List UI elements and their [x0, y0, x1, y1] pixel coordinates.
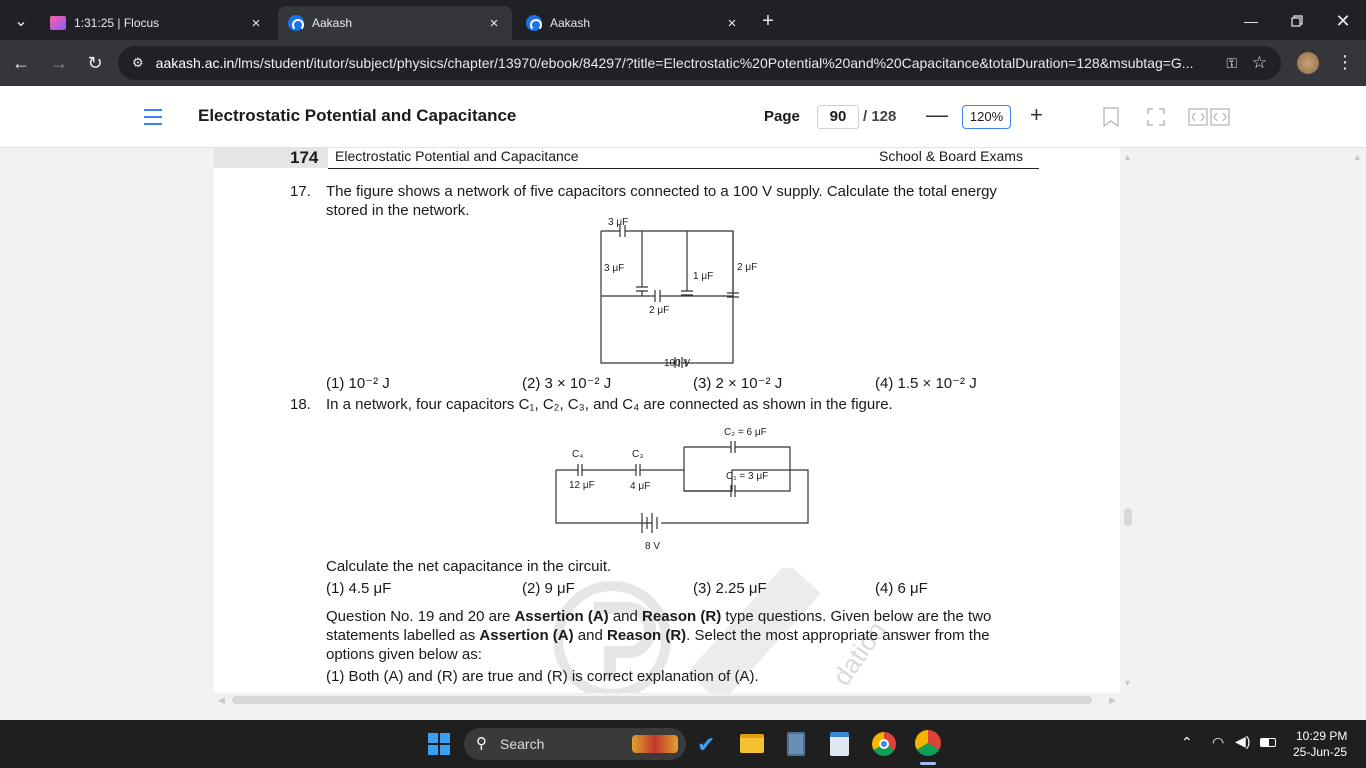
tab-close-icon[interactable]: ×: [489, 14, 499, 32]
fig17-label-1uf: 1 μF: [693, 271, 714, 282]
forward-icon[interactable]: →: [50, 52, 68, 73]
horizontal-scroll-thumb[interactable]: [232, 696, 1092, 704]
tab-aakash[interactable]: [516, 6, 750, 40]
q17-circuit-figure: [594, 218, 774, 368]
zoom-out-icon[interactable]: —: [926, 102, 948, 127]
q17-number: 17.: [290, 183, 311, 200]
tab-title: Aakash: [550, 16, 591, 30]
flocus-favicon-icon: [50, 16, 66, 30]
chrome-icon[interactable]: [872, 732, 896, 756]
outer-scroll-up-icon[interactable]: ▲: [1353, 152, 1362, 162]
header-tag: School & Board Exams: [879, 148, 1023, 164]
search-icon: ⚲: [476, 735, 487, 752]
tab-title: Aakash: [312, 16, 353, 30]
site-info-icon[interactable]: ⚙: [132, 55, 144, 70]
minimize-icon[interactable]: —: [1244, 13, 1258, 29]
tab-close-icon[interactable]: ×: [251, 14, 261, 32]
profile-avatar[interactable]: [1297, 52, 1319, 74]
zoom-level[interactable]: 120%: [962, 105, 1011, 129]
fig17-label-3uf-left: 3 μF: [604, 263, 625, 274]
q18-option-4: (4) 6 μF: [875, 580, 928, 597]
page-layout-icon[interactable]: [1188, 108, 1230, 131]
fig17-label-100v: 100 V: [664, 358, 691, 368]
fig18-label-c2: C₂ = 6 μF: [724, 427, 767, 438]
q18-option-2: (2) 9 μF: [522, 580, 575, 597]
zoom-in-icon[interactable]: +: [1030, 102, 1043, 127]
todo-app-icon[interactable]: ✔: [697, 732, 716, 757]
q18-number: 18.: [290, 396, 311, 413]
tab-aakash-active[interactable]: [278, 6, 512, 40]
chrome-profile-icon[interactable]: [915, 730, 941, 756]
aakash-favicon-icon: [526, 15, 542, 31]
page-number-input[interactable]: 90: [817, 105, 859, 129]
taskbar-search-box[interactable]: [464, 728, 686, 760]
tab-close-icon[interactable]: ×: [727, 14, 737, 32]
q17-option-3: (3) 2 × 10⁻² J: [693, 375, 783, 392]
tab-flocus[interactable]: [40, 6, 274, 40]
page-label: Page: [764, 108, 800, 125]
address-toolbar: [0, 40, 1366, 86]
watermark-text: dation: [826, 615, 892, 691]
fig18-label-c3: C₃: [632, 449, 644, 460]
aakash-favicon-icon: [288, 15, 304, 31]
inner-scroll-down-icon[interactable]: ▼: [1123, 678, 1132, 688]
q18-text-line1: In a network, four capacitors C₁, C₂, C₃, and C₄ are connected as shown in the figure.: [326, 396, 893, 413]
volume-icon[interactable]: ◀): [1235, 733, 1251, 749]
ar-intro-line1: Question No. 19 and 20 are Assertion (A) and Reason (R) type questions. Given below are the two: [326, 608, 992, 625]
windows-start-icon[interactable]: [428, 733, 450, 755]
ebook-toolbar: [0, 86, 1366, 148]
page-total: / 128: [863, 108, 897, 125]
fig18-label-12uf: 12 μF: [569, 480, 595, 491]
search-highlight-icon: [632, 735, 678, 753]
password-key-icon[interactable]: ⚿: [1226, 54, 1237, 71]
ar-intro-line3: options given below as:: [326, 646, 482, 663]
fig17-label-3uf-top: 3 μF: [608, 218, 629, 228]
tab-search-icon[interactable]: ⌄: [14, 13, 28, 30]
fig18-label-c4: C₄: [572, 449, 584, 460]
active-app-indicator: [920, 762, 936, 765]
tab-title: 1:31:25 | Flocus: [74, 16, 160, 30]
wifi-icon[interactable]: ◠: [1212, 734, 1225, 750]
file-explorer-icon[interactable]: [740, 734, 764, 753]
search-label: Search: [500, 736, 545, 752]
clock-time[interactable]: 10:29 PM: [1296, 729, 1348, 743]
reload-icon[interactable]: ↻: [87, 52, 103, 73]
q18-ask: Calculate the net capacitance in the circuit.: [326, 558, 612, 575]
back-icon[interactable]: ←: [12, 52, 30, 73]
q17-text-line1: The figure shows a network of five capacitors connected to a 100 V supply. Calculate the total energy: [326, 183, 997, 200]
q17-text-line2: stored in the network.: [326, 202, 470, 219]
scroll-right-icon[interactable]: ▶: [1109, 695, 1116, 705]
ebook-title: Electrostatic Potential and Capacitance: [198, 106, 517, 125]
q17-option-1: (1) 10⁻² J: [326, 375, 390, 392]
inner-vertical-scroll-thumb[interactable]: [1124, 508, 1132, 526]
q17-option-2: (2) 3 × 10⁻² J: [522, 375, 612, 392]
battery-icon[interactable]: [1260, 738, 1276, 747]
ar-option-1: (1) Both (A) and (R) are true and (R) is correct explanation of (A).: [326, 668, 759, 685]
header-rule: [328, 168, 1039, 169]
ar-intro-line2: statements labelled as Assertion (A) and Reason (R). Select the most appropriate answer from the: [326, 627, 990, 644]
new-tab-button[interactable]: +: [762, 9, 774, 32]
hamburger-menu-icon[interactable]: [144, 109, 162, 125]
fig18-label-c1: C₁ = 3 μF: [726, 471, 769, 482]
q18-option-1: (1) 4.5 μF: [326, 580, 392, 597]
tray-overflow-icon[interactable]: ⌃: [1181, 734, 1193, 750]
q18-option-3: (3) 2.25 μF: [693, 580, 767, 597]
windows-taskbar: [0, 720, 1366, 768]
ebook-page: [214, 148, 1120, 693]
restore-icon[interactable]: [1284, 8, 1310, 34]
calculator-icon[interactable]: [787, 732, 805, 756]
document-viewer[interactable]: [0, 148, 1366, 720]
inner-scroll-up-icon[interactable]: ▲: [1123, 152, 1132, 162]
close-window-icon[interactable]: ✕: [1335, 10, 1351, 31]
clock-date[interactable]: 25-Jun-25: [1293, 745, 1348, 759]
header-chapter: Electrostatic Potential and Capacitance: [335, 148, 579, 164]
horizontal-scrollbar[interactable]: [214, 693, 1120, 707]
scroll-left-icon[interactable]: ◀: [218, 695, 225, 705]
url-text[interactable]: aakash.ac.in/lms/student/itutor/subject/physics/chapter/13970/ebook/84297/?title=Electrostatic%20Potential%20and%20Capacitance&totalDuration=128&msubtag=G...: [155, 55, 1194, 71]
browser-menu-icon[interactable]: ⋮: [1336, 52, 1354, 72]
notepad-icon[interactable]: [830, 732, 849, 756]
browser-tab-bar: [0, 0, 1366, 40]
page-number: 174: [290, 148, 319, 167]
bookmark-icon[interactable]: [1103, 107, 1119, 132]
fig17-label-2uf-right: 2 μF: [737, 262, 758, 273]
fullscreen-icon[interactable]: [1147, 108, 1165, 131]
q17-option-4: (4) 1.5 × 10⁻² J: [875, 375, 977, 392]
fig18-label-8v: 8 V: [645, 541, 661, 552]
fig17-label-2uf-mid: 2 μF: [649, 305, 670, 316]
q18-circuit-figure: [554, 423, 814, 553]
bookmark-star-icon[interactable]: ☆: [1251, 53, 1267, 72]
fig18-label-4uf: 4 μF: [630, 481, 651, 492]
omnibox[interactable]: [118, 46, 1281, 80]
